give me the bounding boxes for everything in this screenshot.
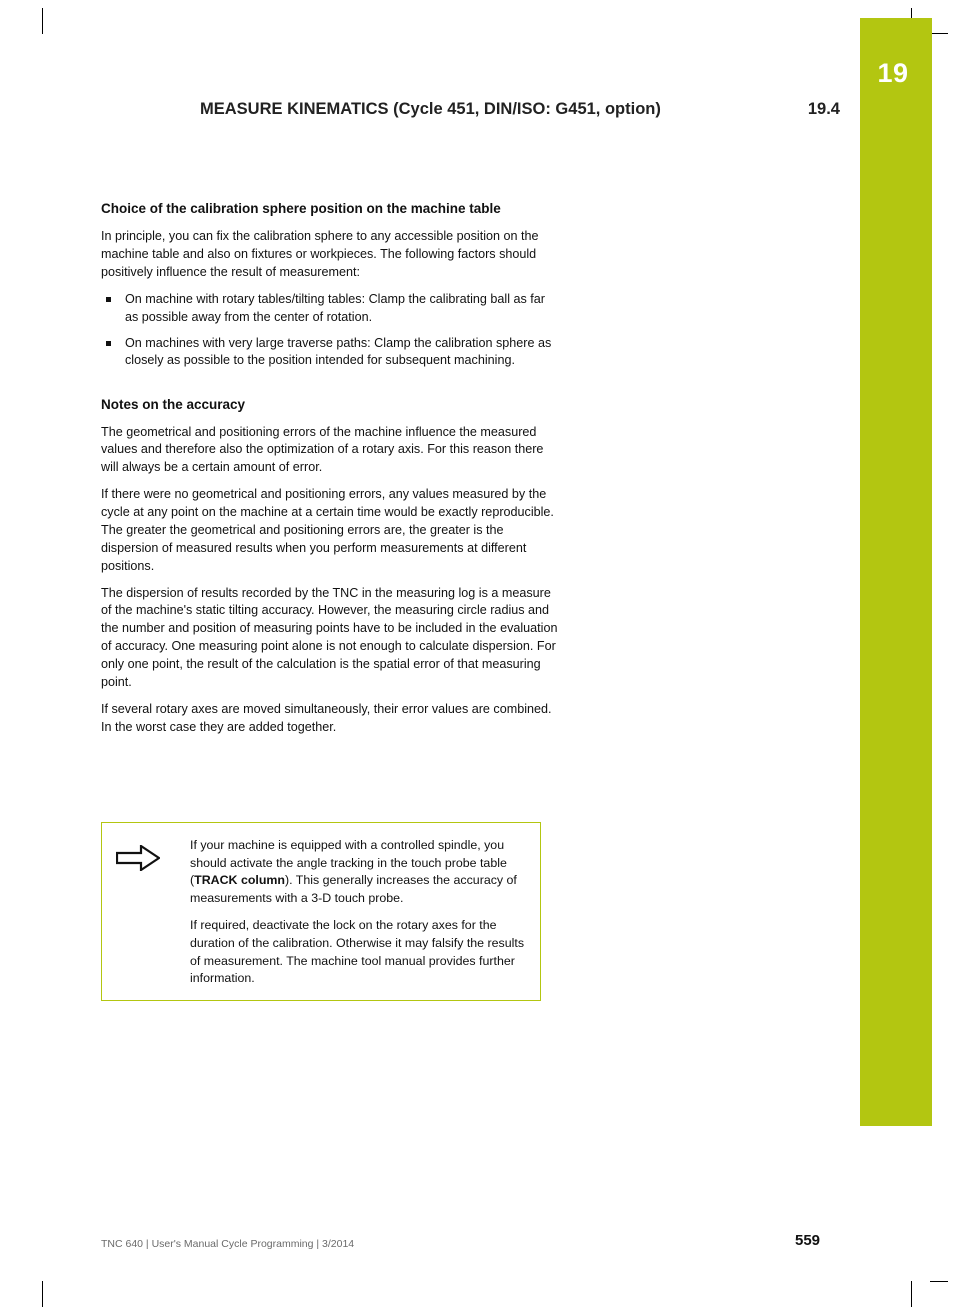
list-item-label: On machine with rotary tables/tilting tables: Clamp the calibrating ball as far as possible away from the center of rotation. [125, 291, 545, 324]
chapter-number: 19 [877, 58, 909, 88]
note-p1-bold: TRACK column [194, 873, 286, 888]
section-heading-accuracy: Notes on the accuracy [101, 397, 246, 413]
footer-imprint: TNC 640 | User's Manual Cycle Programming | 3/2014 [101, 1238, 355, 1250]
paragraph-intro: In principle, you can fix the calibration sphere to any accessible position on the machine table and also on fixtures or workpieces. The following factors should positively influence the result of measurement: [101, 229, 539, 279]
paragraph-accuracy-3: The dispersion of results recorded by the TNC in the measuring log is a measure of the machine's static tilting accuracy. However, the measuring circle radius and the number and position of measuring points have to be included in the evaluation of accuracy. One measuring point alone is not enough to calculate dispersion. For only one point, the result of the calculation is the spatial error of that measuring point. [101, 585, 558, 689]
note-box [101, 822, 541, 1001]
paragraph-accuracy-1: The geometrical and positioning errors of the machine influence the measured values and therefore also the optimization of a rotary axis. For this reason there will always be a certain amount of error. [101, 424, 544, 475]
list-item [101, 335, 561, 371]
note-text [190, 837, 526, 988]
bullet-list [101, 291, 561, 371]
running-head [200, 100, 840, 119]
paragraph-accuracy-2: If there were no geometrical and positioning errors, any values measured by the cycle at any point on the machine at a certain time would be exactly reproducible. The greater the geometrical and positioning errors are, the greater is the dispersion of measured results when you perform measurements at different positions. [101, 487, 554, 573]
running-head-section: 19.4 [807, 100, 840, 118]
arrow-right-icon [116, 837, 190, 876]
crop-mark-bottom-right-h [930, 1281, 948, 1282]
note-p1-post: ). This generally increases the accuracy of measurements with a 3-D touch probe. [190, 873, 517, 905]
running-head-title: MEASURE KINEMATICS (Cycle 451, DIN/ISO: G451, option) [200, 100, 661, 118]
crop-mark-top-left [42, 8, 43, 34]
page-number: 559 [795, 1232, 821, 1249]
crop-mark-bottom-right [911, 1281, 912, 1307]
bullet-square-icon [106, 341, 111, 346]
list-item [101, 291, 561, 327]
paragraph-accuracy-4: If several rotary axes are moved simultaneously, their error values are combined. In the worst case they are added together. [101, 701, 552, 734]
note-p1-pre: If your machine is equipped with a controlled spindle, you should activate the angle tracking in the touch probe table ( [190, 838, 507, 888]
note-paragraph-1 [190, 837, 526, 907]
chapter-tab [860, 18, 932, 1126]
bullet-square-icon [106, 297, 111, 302]
list-item-label: On machines with very large traverse paths: Clamp the calibration sphere as closely as possible to the position intended for subsequent machining. [125, 335, 552, 368]
crop-mark-bottom-left [42, 1281, 43, 1307]
crop-mark-top-right-h [930, 33, 948, 34]
note-paragraph-2: If required, deactivate the lock on the rotary axes for the duration of the calibration. Otherwise it may falsify the results of measurement. The machine tool manual provides further information. [190, 918, 525, 986]
page-content [101, 200, 561, 746]
section-heading-sphere-position: Choice of the calibration sphere position on the machine table [101, 201, 501, 216]
